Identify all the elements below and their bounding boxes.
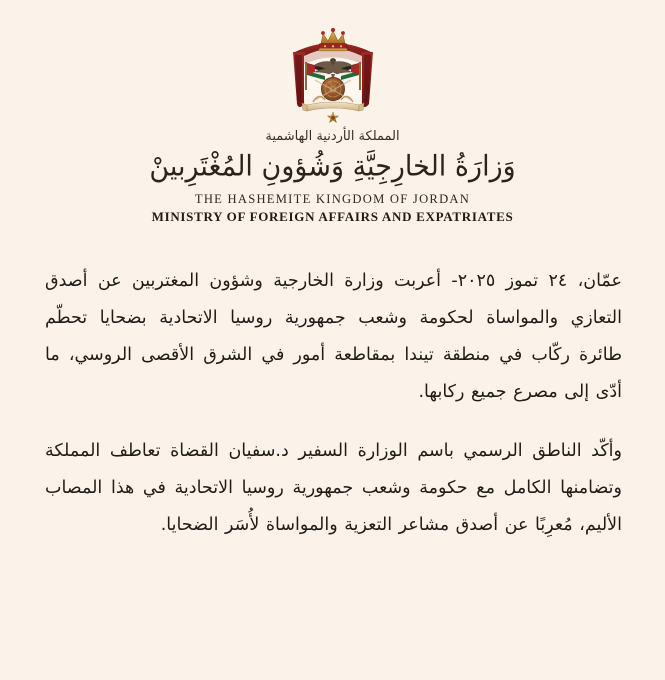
ministry-name-arabic: وَزارَةُ الخارِجِيَّةِ وَشُؤونِ المُغْتَرِبينْ	[149, 150, 516, 183]
ministry-name-english: MINISTRY OF FOREIGN AFFAIRS AND EXPATRIATES	[151, 209, 514, 224]
kingdom-name-arabic: المملكة الأردنية الهاشمية	[265, 129, 400, 144]
letterhead	[0, 0, 665, 225]
statement-body	[0, 225, 665, 544]
shield-shape	[321, 78, 344, 101]
statement-paragraph-2: وأكّد الناطق الرسمي باسم الوزارة السفير د.سفيان القضاة تعاطف المملكة وتضامنها الكامل مع حكومة وشعب جمهورية روسيا الاتحادية في هذا المصاب الأليم، مُعرِبًا عن أصدق مشاعر التعزية والمواساة لأُسَر الضحايا.	[45, 441, 622, 535]
jordan-coat-of-arms-icon	[271, 22, 395, 126]
emblem-container	[0, 22, 665, 126]
medal-star-icon	[327, 112, 338, 123]
kingdom-name-english: THE HASHEMITE KINGDOM OF JORDAN	[194, 192, 471, 206]
statement-paragraph-1: عمّان، ٢٤ تموز ٢٠٢٥- أعربت وزارة الخارجية وشؤون المغتربين عن أصدق التعازي والمواساة لحكومة وشعب جمهورية روسيا الاتحادية بضحايا تحطّم طائرة ركّاب في منطقة تيندا بمقاطعة أمور في الشرق الأقصى الروسي، ما أدّى إلى مصرع جميع ركابها.	[45, 271, 622, 402]
crown-shape	[319, 28, 347, 51]
scroll-banner	[302, 102, 364, 111]
